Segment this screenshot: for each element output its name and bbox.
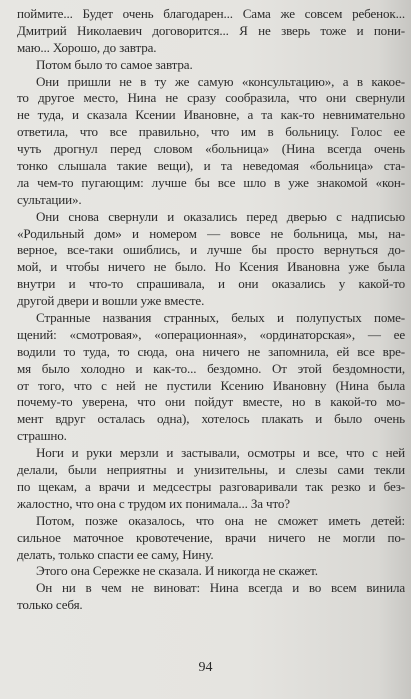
body-text: [17, 6, 405, 614]
text-line: то другое место, Нина не сразу сообразила, что они свернули: [17, 90, 405, 106]
text-line: Этого она Сережке не сказала. И никогда не скажет.: [36, 563, 318, 579]
text-line: Ноги и руки мерзли и застывали, осмотры и все, что с ней: [36, 445, 405, 461]
text-line: «Родильный дом» и номером — вовсе не больница, мы, на-: [17, 225, 405, 241]
text-line: жалостно, что она с трудом их понимала... За что?: [17, 495, 290, 511]
text-line: водили то туда, то сюда, она ничего не запомнила, ей все вре-: [17, 343, 405, 359]
text-line: тонко слышала такие вещи), и та неведомая «больница» ста-: [17, 158, 405, 174]
text-line: Дмитрий Николаевич договорится... Я не зверь тоже и пони-: [17, 22, 405, 38]
text-line: по щекам, а врачи и медсестры разговаривали так резко и без-: [17, 478, 405, 494]
text-line: сильное маточное кровотечение, врачи ничего не могли по-: [17, 529, 405, 545]
text-line: не туда, и сказала Ксении Ивановне, а та как-то невнимательно: [17, 107, 405, 123]
text-line: мой, и чтобы ничего не было. Но Ксения Ивановна уже была: [17, 259, 405, 275]
text-line: сультации».: [17, 191, 82, 207]
text-line: от того, что с ней не пустили Ксению Ивановну (Нина была: [17, 377, 405, 393]
text-line: маю... Хорошо, до завтра.: [17, 39, 157, 55]
text-line: ла чем-то пугающим: лучше бы все шло в уже знакомой «кон-: [17, 174, 405, 190]
text-line: Он ни в чем не виноват: Нина всегда и во всем винила: [36, 580, 405, 596]
text-line: верное, все-таки ошиблись, и лучше бы просто вернуться до-: [17, 242, 405, 258]
text-line: страшно.: [17, 428, 67, 444]
text-line: мя было холодно и как-то... бездомно. От этой бездомности,: [17, 360, 405, 376]
text-line: Они пришли не в ту же самую «консультацию», а в какое-: [36, 73, 405, 89]
text-line: Потом, позже оказалось, что она не сможет иметь детей:: [36, 512, 405, 528]
text-line: делали, были неприятны и унизительны, и слезы сами текли: [17, 462, 405, 478]
text-line: Они снова свернули и оказались перед дверью с надписью: [36, 208, 405, 224]
text-line: делать, только спасти ее саму, Нину.: [17, 546, 214, 562]
text-line: мент вдруг осталась одна), хотелось плакать и было очень: [17, 411, 405, 427]
text-line: чуть дрогнул перед словом «больница» (Нина всегда очень: [17, 141, 405, 157]
text-line: внутри и что-то спрашивала, и они оказались у какой-то: [17, 276, 405, 292]
text-line: ответила, что все правильно, что им в больницу. Голос ее: [17, 124, 405, 140]
page-number: 94: [198, 660, 213, 675]
text-line: поймите... Будет очень благодарен... Сама же совсем ребенок...: [17, 6, 405, 21]
text-line: другой двери и вошли уже вместе.: [17, 293, 205, 309]
text-line: только себя.: [17, 597, 83, 613]
text-line: Странные названия странных, белых и полупустых поме-: [36, 310, 405, 326]
text-line: Потом было то самое завтра.: [36, 56, 193, 72]
text-line: щений: «смотровая», «операционная», «ординаторская», — ее: [17, 326, 405, 342]
text-line: почему-то уверена, что они пойдут вместе, но в какой-то мо-: [17, 394, 405, 410]
